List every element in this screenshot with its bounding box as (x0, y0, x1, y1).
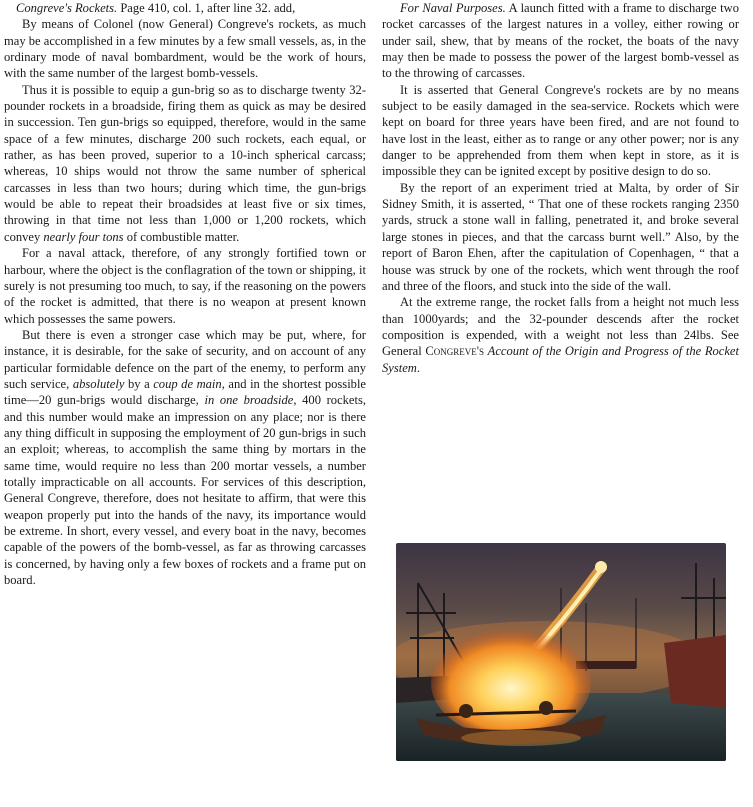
header-reference: Page 410, col. 1, after line 32. add, (120, 1, 296, 15)
water-reflection (461, 730, 581, 746)
fire-burst (431, 628, 591, 738)
right-column (382, 0, 739, 376)
paragraph: But there is even a stronger case which may be put, where, for instance, it is desirable, for the sake of security, and on account of any particular formidable defence on the part of the enemy, to perform any such service, absolutely by a coup de main, and in the shortest possible time—20 gun-brigs would discharge, in one broadside, 400 rockets, and this number would make an impression on any place; nor is there any thing difficult in supposing the employment of 20 gun-brigs in such an exploit; whereas, to accomplish the same thing by mortars in the same time, would require no less than 200 mortar vessels, a number totally impracticable on all accounts. For services of this description, General Congreve, therefore, does not hesitate to affirm, that were this weapon properly put into the hands of the navy, its importance would be extreme. In short, every vessel, and every boat in the navy, becomes capable of the powers of the bomb-vessel, as far as throwing carcasses is concerned, by having only a few boxes of rockets and a frame put on board. (4, 327, 367, 588)
paragraph: At the extreme range, the rocket falls from a height not much less than 1000yards; and the 32-pounder descends after the rocket composition is expended, with a weight not less than 24lbs. See General Congreve's Account of the Origin and Progress of the Rocket System. (382, 295, 739, 375)
paragraph: By means of Colonel (now General) Congreve's rockets, as much may be accomplished in a few minutes by a few small vessels, as, in the ordinary mode of naval bombardment, would be the work of hours, with the same number of the largest bomb-vessels. (4, 17, 366, 81)
paragraph: For a naval attack, therefore, of any strongly fortified town or harbour, where the object is the conflagration of the town or shipping, it surely is not presuming too much, to say, if the reasoning on the powers of the rocket is admitted, that there is no weapon at present known which possesses the same powers. (4, 246, 366, 326)
sailor (539, 701, 553, 715)
sailor (459, 704, 473, 718)
paragraph: It is asserted that General Congreve's rockets are by no means subject to be easily damaged in the sea-service. Rockets which were kept on board for three years have been fired, and are not found to have lost in the least, either as to range or any other power; nor is any danger to be apprehended from them when kept in store, as it is impossible they can be ignited except by positive design to do so. (382, 82, 739, 179)
paragraph: For Naval Purposes. A launch fitted with a frame to discharge two rocket carcasses of the largest natures in a volley, either rowing or under sail, shew, that by means of the rocket, the boats of the navy may then be made to possess the power of the largest bomb-vessel as to the throwing of carcasses. (382, 1, 739, 81)
rocket-head (595, 561, 607, 573)
illustration-rocket-launch (396, 543, 726, 761)
addendum-header (4, 0, 366, 16)
section-heading: For Naval Purposes. (400, 1, 506, 15)
left-column (4, 0, 366, 588)
header-title: Congreve's Rockets. (16, 1, 118, 15)
illustration-rocket-launch-art (396, 543, 726, 761)
paragraph: Thus it is possible to equip a gun-brig so as to discharge twenty 32-pounder rockets in a broadside, firing them as quick as may be desired in succession. Ten gun-brigs so equipped, therefore, would in the same space of a few minutes, discharge 200 such rockets, each equal, or rather, as has been proved, superior to a 10-inch spherical carcass; whereas, 10 ships would not throw the same number of spherical carcasses in less than two hours; during which time, the gun-brigs would be able to repeat their broadsides at least five or six times, throwing in that time not less than 1,000 or 1,200 rockets, which convey nearly four tons of combustible matter. (4, 82, 366, 244)
paragraph: By the report of an experiment tried at Malta, by order of Sir Sidney Smith, it is asserted, “ That one of these rockets ranging 2350 yards, struck a stone wall in falling, penetrated it, and broke several large stones in pieces, and that the carcass burnt well.” Also, by the report of Baron Ehen, after the capitulation of Copenhagen, “ that a house was struck by one of the rockets, which went through the roof and three of the floors, and stuck into the side of the wall. (382, 180, 739, 293)
right-ship-hull (664, 635, 726, 708)
